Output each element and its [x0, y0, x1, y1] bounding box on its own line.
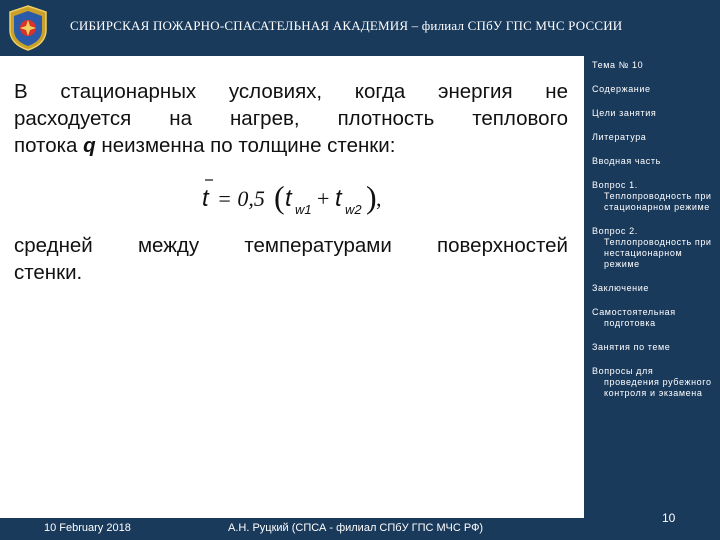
- sidebar-item-label: Самостоятельная: [592, 307, 676, 317]
- svg-text:): ): [366, 179, 377, 215]
- formula-t1: t: [285, 185, 292, 212]
- page-number: 10: [662, 511, 676, 525]
- footer-date: 10 February 2018: [44, 522, 131, 534]
- page-title: СИБИРСКАЯ ПОЖАРНО-СПАСАТЕЛЬНАЯ АКАДЕМИЯ – филиал СПбУ ГПС МЧС РОССИИ: [70, 18, 623, 33]
- sidebar-item-conclusion[interactable]: [588, 283, 720, 294]
- formula-sub-w1: w1: [295, 202, 312, 217]
- formula-t-bar: t: [202, 185, 209, 212]
- formula-coefficient: = 0,5: [217, 186, 265, 211]
- sidebar-item-label: Занятия по теме: [592, 342, 671, 352]
- paragraph-1-line-3-end: неизменна по толщине стенки:: [95, 134, 396, 157]
- sidebar-item-label: Тема № 10: [592, 60, 644, 70]
- svg-text:(: (: [274, 179, 285, 215]
- sidebar-item-lessons[interactable]: [588, 342, 720, 353]
- sidebar-item-label: Вопрос 2.: [592, 226, 638, 236]
- paragraph-1-line-1: В стационарных условиях, когда энергия не: [14, 80, 568, 103]
- paragraph-1-line-3-start: потока: [14, 134, 84, 157]
- sidebar-item-label: Литература: [592, 132, 647, 142]
- sidebar-item-question-1[interactable]: [588, 180, 720, 213]
- paragraph-1-line-3: [14, 132, 568, 159]
- sidebar-item-intro[interactable]: [588, 156, 720, 167]
- sidebar-item-sublabel: подготовка: [604, 318, 656, 328]
- formula-plus: +: [317, 186, 330, 211]
- sidebar-item-goals[interactable]: [588, 108, 720, 119]
- formula-t2: t: [335, 185, 342, 212]
- formula-average-temperature: [198, 174, 398, 224]
- paragraph-2: [14, 232, 568, 286]
- formula-sub-w2: w2: [345, 202, 362, 217]
- sidebar-item-sublabel: проведения рубежного контроля и экзамена: [604, 377, 712, 398]
- footer-author: А.Н. Руцкий (СПСА - филиал СПбУ ГПС МЧС РФ): [228, 522, 484, 534]
- sidebar-item-literature[interactable]: [588, 132, 720, 143]
- sidebar-item-label: Содержание: [592, 84, 651, 94]
- sidebar-item-sublabel: Теплопроводность при стационарном режиме: [604, 191, 712, 212]
- formula-comma: ,: [376, 186, 382, 211]
- sidebar-item-topic[interactable]: [588, 60, 720, 71]
- sidebar-item-label: Заключение: [592, 283, 649, 293]
- paragraph-1: [14, 78, 568, 159]
- sidebar-item-label: Вопрос 1.: [592, 180, 638, 190]
- sidebar-nav: [588, 56, 720, 412]
- sidebar-item-self-study[interactable]: [588, 307, 720, 329]
- paragraph-2-line-2: стенки.: [14, 261, 83, 284]
- sidebar-item-exam-questions[interactable]: [588, 366, 720, 399]
- sidebar-item-question-2[interactable]: [588, 226, 720, 270]
- academy-emblem-icon: [6, 4, 50, 52]
- sidebar-item-label: Вопросы для: [592, 366, 654, 376]
- sidebar-item-label: Вводная часть: [592, 156, 661, 166]
- slide-content: [0, 56, 584, 518]
- header-bar: [0, 0, 720, 56]
- sidebar-item-label: Цели занятия: [592, 108, 657, 118]
- sidebar-item-contents[interactable]: [588, 84, 720, 95]
- paragraph-1-line-2: расходуется на нагрев, плотность теплового: [14, 107, 568, 130]
- paragraph-2-line-1: средней между температурами поверхностей: [14, 234, 568, 257]
- sidebar-item-sublabel: Теплопроводность при нестационарном режиме: [604, 237, 712, 269]
- flux-symbol: q: [83, 134, 96, 157]
